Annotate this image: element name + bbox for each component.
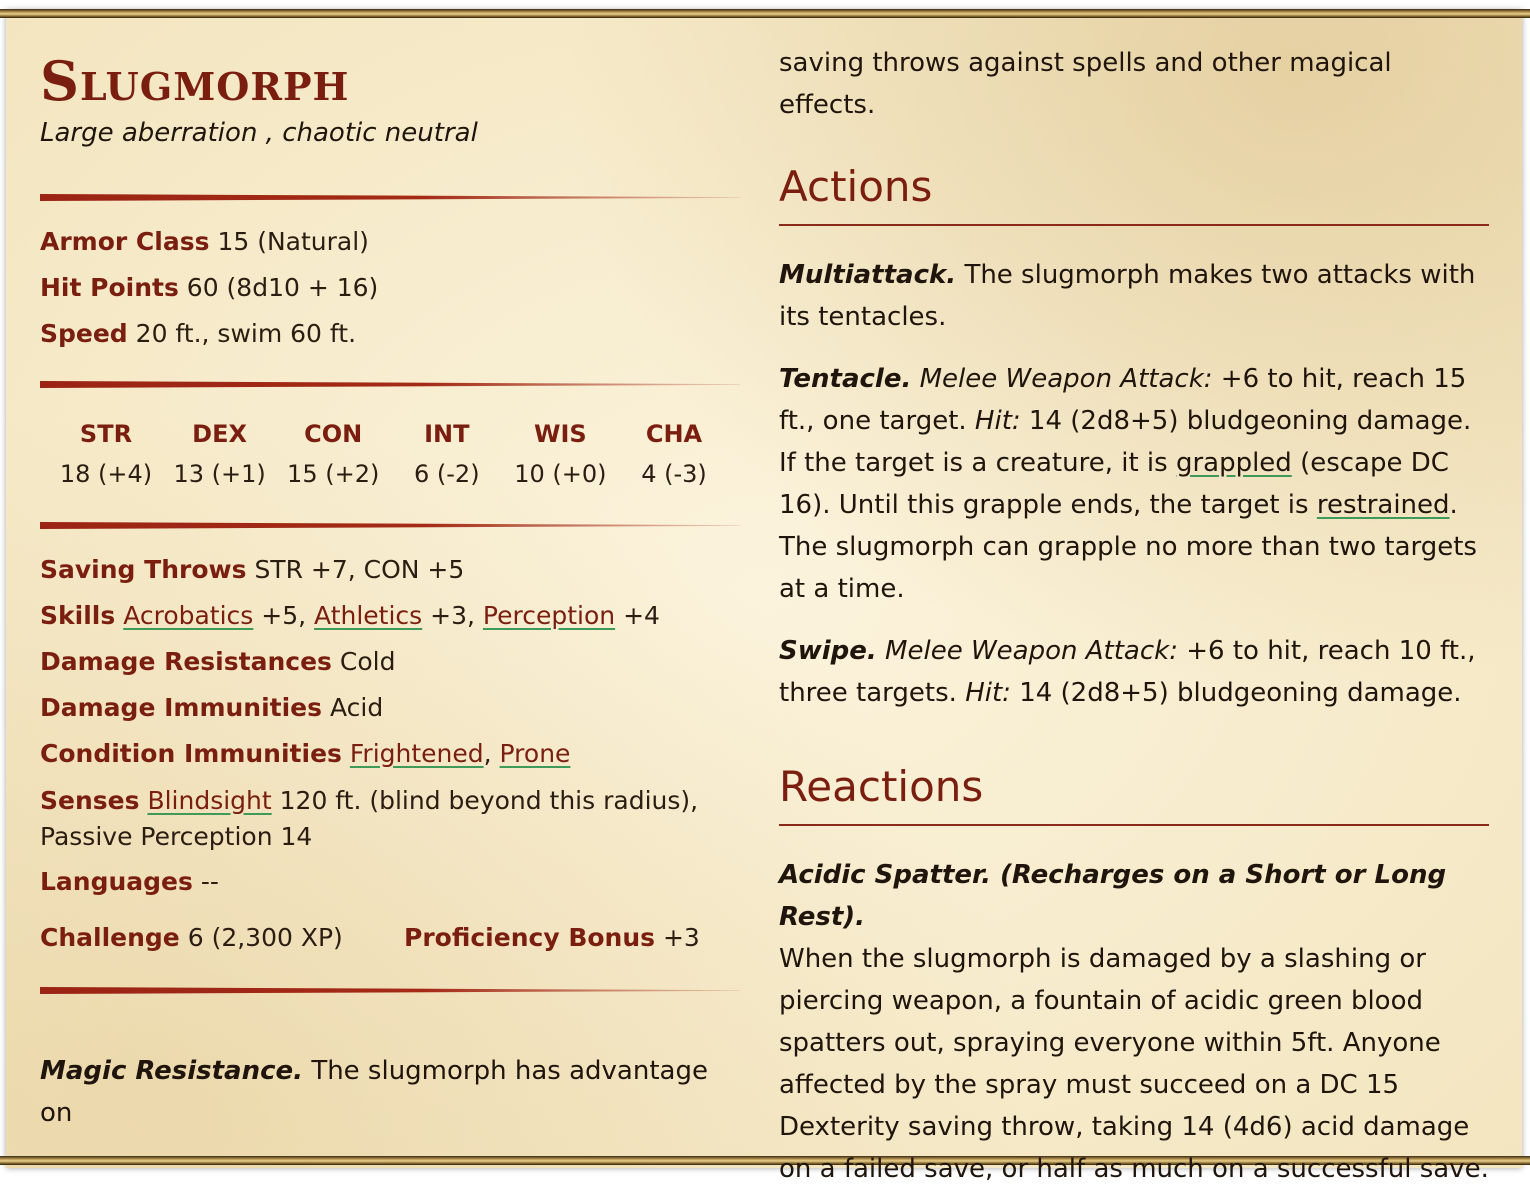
- detail-stats: [40, 547, 740, 961]
- skill-link-athletics[interactable]: Athletics: [314, 601, 423, 630]
- languages: Languages --: [40, 867, 219, 896]
- challenge: Challenge 6 (2,300 XP): [40, 923, 343, 952]
- ability-str: STR 18 (+4): [59, 420, 153, 488]
- monster-name: Slugmorph: [40, 49, 350, 113]
- reactions-heading: Reactions: [779, 762, 1489, 826]
- speed: Speed 20 ft., swim 60 ft.: [40, 319, 357, 348]
- action-swipe: Swipe. Melee Weapon Attack: +6 to hit, reach 10 ft., three targets. Hit: 14 (2d8+5) bludgeoning damage.: [779, 636, 1476, 708]
- condition-link-restrained[interactable]: restrained: [1316, 490, 1450, 520]
- armor-class: Armor Class 15 (Natural): [40, 227, 369, 256]
- challenge-row: [40, 915, 740, 961]
- divider: [40, 987, 740, 994]
- skills: Skills Acrobatics +5, Athletics +3, Perception +4: [40, 601, 660, 630]
- condition-link-grappled[interactable]: grappled: [1175, 448, 1292, 478]
- left-column: [40, 40, 740, 1134]
- skill-link-perception[interactable]: Perception: [482, 601, 616, 630]
- core-stats: [40, 219, 740, 357]
- scroll-top-edge: [0, 9, 1530, 18]
- ability-dex: DEX 13 (+1): [173, 420, 266, 488]
- divider: [40, 194, 740, 201]
- right-column: [779, 40, 1489, 1190]
- action-multiattack: Multiattack. The slugmorph makes two attacks with its tentacles.: [779, 260, 1476, 332]
- proficiency-bonus: Proficiency Bonus +3: [404, 923, 700, 952]
- reaction-acidic-spatter: Acidic Spatter. (Recharges on a Short or Long Rest). When the slugmorph is damaged by a slashing or piercing weapon, a fountain of acidic green blood spatters out, spraying everyone within 5ft. Anyone affected by the spray must succeed on a DC 15 Dexterity saving throw, taking 14 (4d6) acid damage on a failed save, or half as much on a successful save.: [779, 860, 1489, 1184]
- actions-heading: Actions: [779, 162, 1489, 226]
- hit-points: Hit Points 60 (8d10 + 16): [40, 273, 379, 302]
- ability-con: CON 15 (+2): [287, 420, 380, 488]
- monster-type-line: Large aberration , chaotic neutral: [40, 118, 478, 148]
- damage-immunities: Damage Immunities Acid: [40, 693, 384, 722]
- divider: [40, 522, 740, 529]
- action-tentacle: Tentacle. Melee Weapon Attack: +6 to hit, reach 15 ft., one target. Hit: 14 (2d8+5) bludgeoning damage. If the target is a creature, it is grappled (escape DC 16). Until this grapple ends, the target is restrained. The slugmorph can grapple no more than two targets at a time.: [779, 364, 1477, 604]
- ability-cha: CHA 4 (-3): [641, 420, 707, 488]
- senses: Senses Blindsight 120 ft. (blind beyond this radius), Passive Perception 14: [40, 786, 699, 851]
- condition-link-frightened[interactable]: Frightened: [349, 739, 484, 768]
- ability-int: INT 6 (-2): [414, 420, 480, 488]
- condition-link-prone[interactable]: Prone: [499, 739, 571, 768]
- saving-throws: Saving Throws STR +7, CON +5: [40, 555, 465, 584]
- divider: [40, 381, 740, 388]
- damage-resistances: Damage Resistances Cold: [40, 647, 396, 676]
- trait-magic-resistance-end: saving throws against spells and other magical effects.: [779, 48, 1392, 120]
- ability-wis: WIS 10 (+0): [514, 420, 607, 488]
- condition-immunities: Condition Immunities Frightened, Prone: [40, 739, 571, 768]
- ability-scores: [40, 416, 740, 496]
- sense-link-blindsight[interactable]: Blindsight: [147, 786, 272, 815]
- trait-magic-resistance-start: Magic Resistance. The slugmorph has advantage on: [40, 1056, 708, 1128]
- skill-link-acrobatics[interactable]: Acrobatics: [123, 601, 254, 630]
